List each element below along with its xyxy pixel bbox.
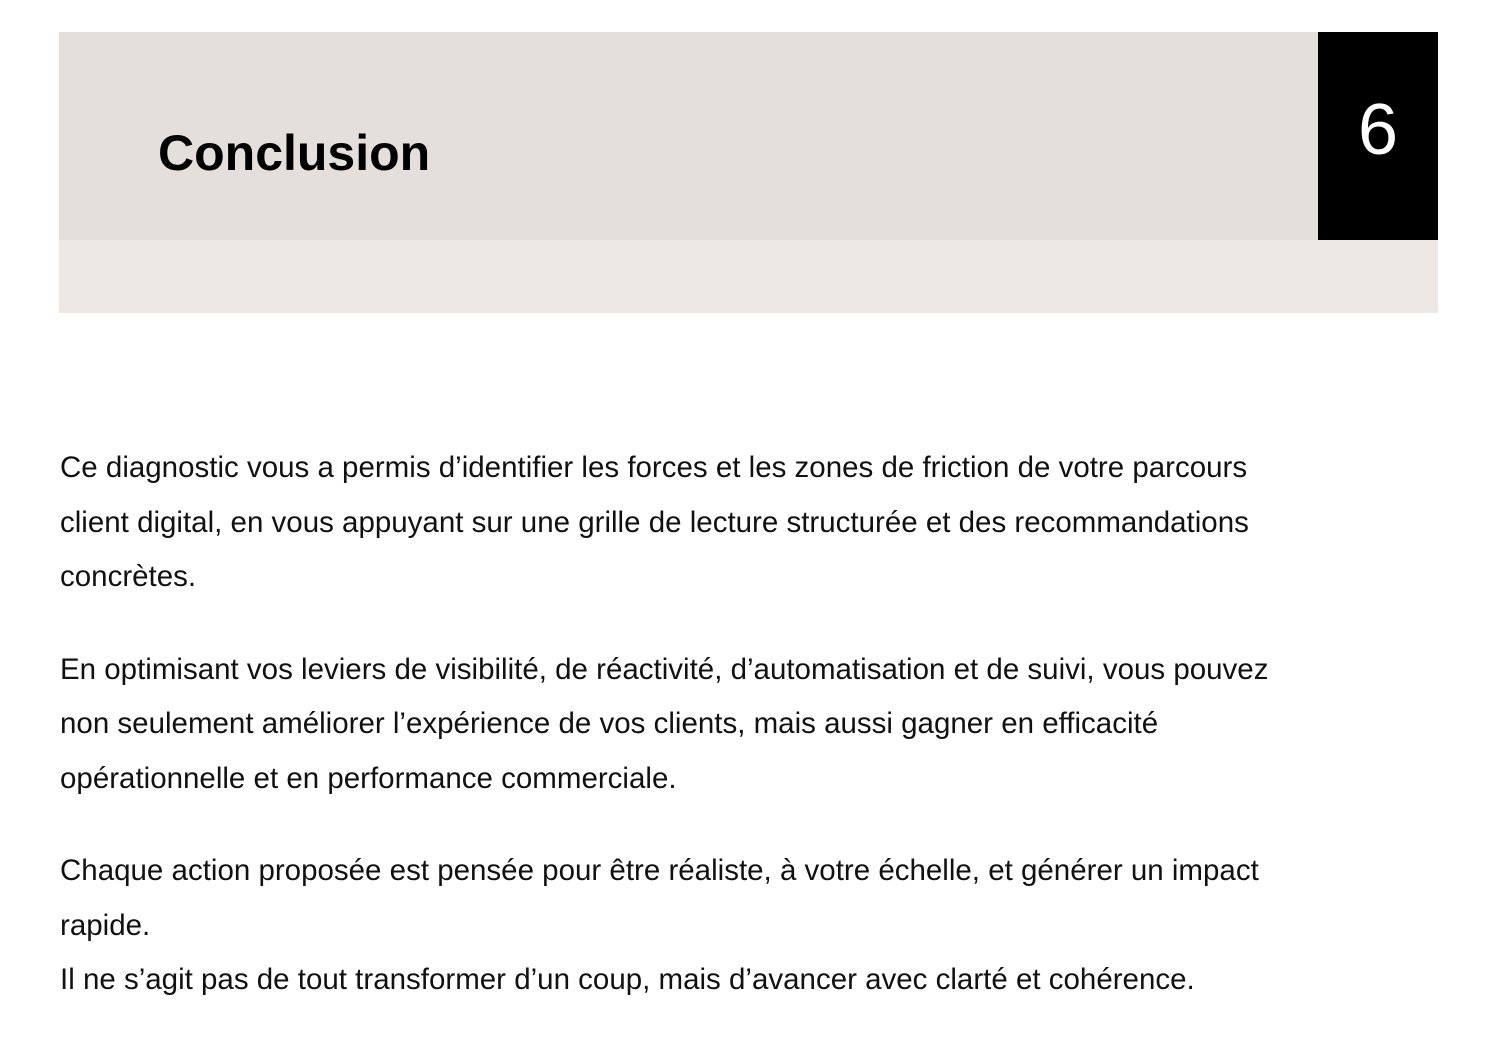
paragraph-line: Chaque action proposée est pensée pour être réaliste, à votre échelle, et générer un impact [60, 854, 1259, 887]
paragraph-line: non seulement améliorer l’expérience de vos clients, mais aussi gagner en efficacité [60, 707, 1159, 740]
page-title: Conclusion [158, 125, 431, 181]
header-sub-band [59, 240, 1438, 313]
section-number-box [1318, 32, 1438, 240]
paragraph-line: opérationnelle et en performance commerciale. [60, 761, 677, 795]
paragraph-line: Ce diagnostic vous a permis d’identifier les forces et les zones de friction de votre parcours [60, 451, 1248, 484]
paragraph-diagnostic [60, 441, 1450, 605]
paragraph-line: rapide. [60, 908, 151, 942]
paragraph-line: En optimisant vos leviers de visibilité, de réactivité, d’automatisation et de suivi, vous pouvez [60, 652, 1269, 686]
paragraph-optimisation [60, 643, 1450, 807]
section-number: 6 [1357, 90, 1399, 170]
paragraph-line: client digital, en vous appuyant sur une grille de lecture structurée et des recommandations [60, 505, 1249, 539]
paragraph-action [60, 844, 1450, 1008]
body-text [60, 441, 1450, 1008]
paragraph-line: Il ne s’agit pas de tout transformer d’un coup, mais d’avancer avec clarté et cohérence. [60, 963, 1195, 996]
paragraph-line: concrètes. [60, 560, 197, 593]
